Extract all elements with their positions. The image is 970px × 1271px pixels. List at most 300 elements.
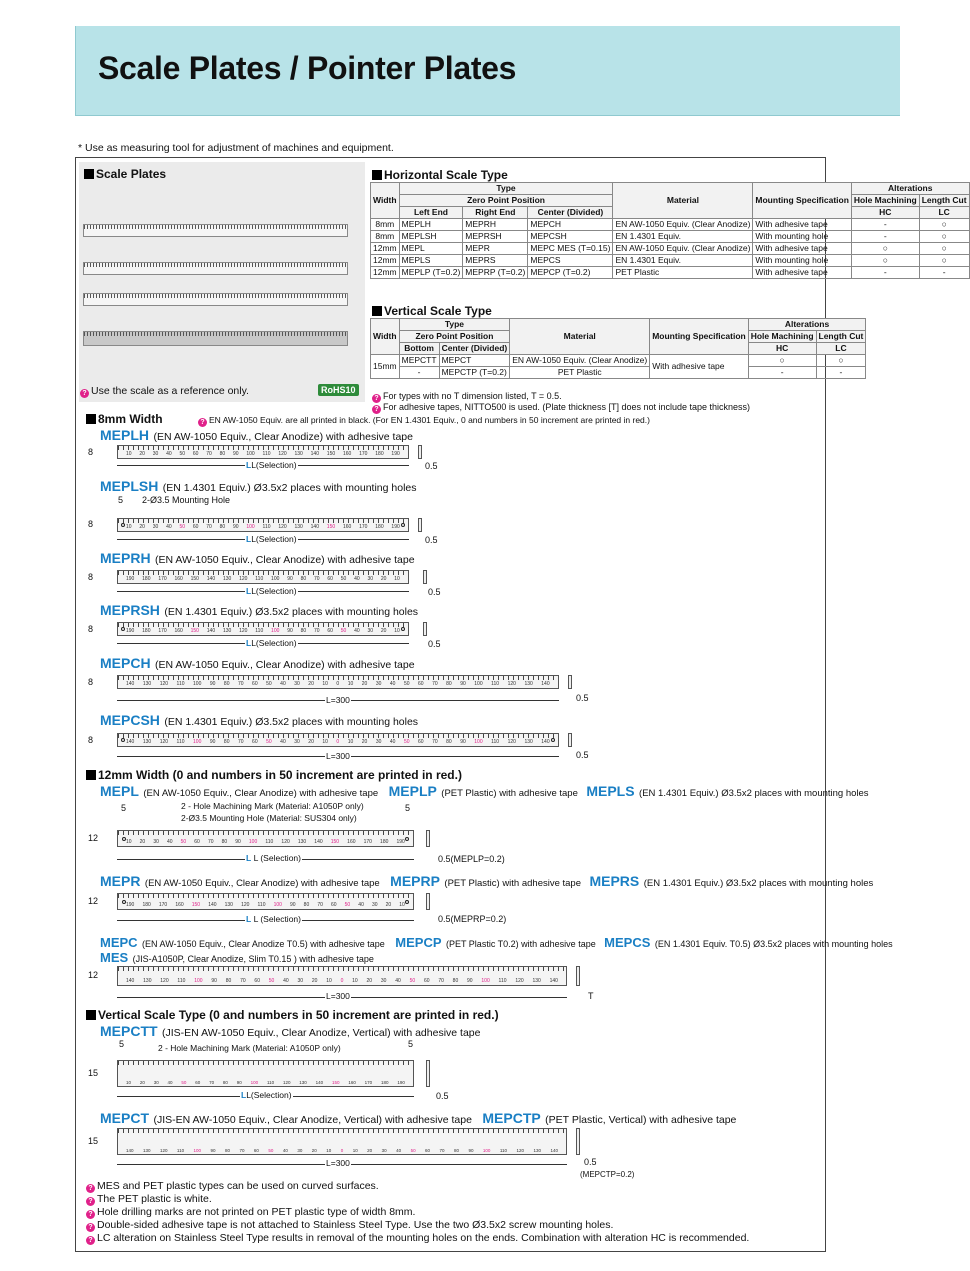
ruler-number: 40 [167, 1080, 173, 1085]
ruler-number: 80 [224, 1148, 230, 1153]
ruler-number: 10 [322, 739, 328, 745]
ruler-mepc [117, 966, 567, 986]
side-view [576, 1128, 580, 1155]
side-view [423, 570, 427, 584]
ruler-number: 40 [358, 902, 364, 908]
ruler-number: 170 [359, 524, 368, 530]
ruler-number: 60 [254, 978, 260, 984]
ruler-number: 50 [268, 1148, 274, 1153]
ruler-number: 10 [126, 839, 132, 845]
ruler-number: 110 [177, 978, 186, 984]
ruler-number: 170 [158, 902, 168, 908]
ruler-number: 40 [280, 739, 286, 745]
ruler-number: 40 [166, 524, 172, 530]
ruler-number: 50 [179, 524, 186, 530]
ruler-number: 130 [142, 739, 152, 745]
page-title: Scale Plates / Pointer Plates [98, 50, 517, 86]
ruler-number: 80 [223, 739, 230, 745]
ruler-number: 120 [159, 1148, 168, 1153]
ruler-number: 30 [153, 1080, 159, 1085]
mep-rsh-heading: MEPRSH (EN 1.4301 Equiv.) Ø3.5x2 places with mounting holes [100, 602, 419, 618]
ruler-number: 50 [266, 681, 272, 687]
ruler-number: 130 [294, 524, 303, 530]
ruler-meprsh [117, 622, 409, 636]
ruler-number: 30 [297, 978, 304, 984]
dim-length: L=300 [326, 695, 350, 705]
ruler-number: 120 [239, 576, 248, 582]
ruler-number: 130 [532, 978, 541, 984]
ruler-mepr [117, 893, 414, 910]
ruler-number: 30 [294, 739, 300, 745]
ruler-number: 10 [394, 576, 400, 582]
ruler-number: 70 [432, 681, 438, 687]
ruler-number: 140 [206, 628, 216, 634]
ruler-number: 180 [142, 902, 151, 908]
ruler-number: 20 [139, 451, 145, 457]
ruler-number: 60 [418, 681, 424, 687]
ruler-number: 130 [143, 978, 152, 984]
ruler-number: 20 [308, 681, 314, 687]
dim-thickness: 0.5(MEPRP=0.2) [438, 914, 507, 924]
mepct-heading: MEPCT (JIS-EN AW-1050 Equiv., Clear Anodize, Vertical) with adhesive tape MEPCTP (PET Plastic, Vertical) with adhesive tape [100, 1110, 737, 1126]
photo-ruler-2 [83, 262, 348, 275]
dim-selection: L L (Selection) [246, 853, 301, 863]
side-view [426, 1060, 430, 1087]
ruler-number: 40 [395, 978, 401, 984]
ruler-number: 90 [233, 451, 239, 457]
ruler-number: 140 [541, 681, 550, 687]
side-view [576, 966, 580, 986]
ruler-number: 90 [468, 1148, 474, 1153]
dim-5: 5 [408, 1039, 414, 1049]
ruler-number: 20 [308, 739, 314, 745]
ruler-number: 30 [371, 902, 378, 908]
ruler-number: 90 [209, 681, 216, 687]
ruler-number: 100 [474, 681, 483, 687]
ruler-number: 140 [126, 978, 135, 984]
dim-length: L=300 [326, 991, 350, 1001]
dim-5: 5 [121, 803, 127, 813]
ruler-number: 20 [380, 576, 387, 582]
ruler-number: 130 [299, 1080, 307, 1085]
ruler-number: 110 [262, 451, 271, 457]
ruler-number: 70 [432, 739, 438, 745]
ruler-number: 70 [439, 1148, 445, 1153]
w12-row3: MEPC (EN AW-1050 Equiv., Clear Anodize T0.5) with adhesive tape MEPCP (PET Plastic T0.2) with adhesive tape MEPCS (EN 1.4301 Equiv. T0.5) Ø3.5x2 places with mounting holes [100, 935, 893, 950]
ruler-number: 100 [273, 902, 282, 908]
photo-ruler-1 [83, 224, 348, 237]
dim-height: 8 [88, 572, 94, 582]
ruler-number: 140 [206, 576, 216, 582]
dim-thickness: 0.5(MEPLP=0.2) [438, 854, 505, 864]
dim-thickness: 0.5 [584, 1157, 597, 1167]
footer-note-1: ? MES and PET plastic types can be used on curved surfaces. [86, 1180, 379, 1193]
ruler-number: 70 [438, 978, 444, 984]
mep-lh-heading: MEPLH (EN AW-1050 Equiv., Clear Anodize) with adhesive tape [100, 427, 413, 443]
ruler-number: 60 [194, 839, 200, 845]
ruler-number: 60 [252, 681, 258, 687]
ruler-number: 10 [322, 681, 328, 687]
ruler-number: 90 [233, 524, 239, 530]
ruler-number: 120 [281, 839, 290, 845]
mep-ch-heading: MEPCH (EN AW-1050 Equiv., Clear Anodize) with adhesive tape [100, 655, 415, 671]
dim-height: 8 [88, 677, 94, 687]
ruler-number: 10 [126, 524, 132, 530]
ruler-number: 180 [142, 628, 151, 634]
ruler-number: 160 [342, 451, 352, 457]
side-view [568, 675, 572, 689]
ruler-number: 190 [126, 628, 135, 634]
ruler-number: 170 [359, 451, 368, 457]
dim-thickness: 0.5 [428, 639, 441, 649]
dim-height: 15 [88, 1068, 99, 1078]
ruler-number: 160 [342, 524, 352, 530]
ruler-number: 90 [287, 628, 293, 634]
ruler-number: 50 [180, 839, 187, 845]
ruler-number: 10 [347, 739, 354, 745]
table-row: 12mm MEPL MEPR MEPC MES (T=0.15) EN AW-1050 Equiv. (Clear Anodize) With adhesive tape ○ ○ [371, 243, 970, 255]
ruler-number: 130 [297, 839, 307, 845]
ruler-number: 30 [375, 681, 382, 687]
footer-note-2: ? The PET plastic is white. [86, 1193, 212, 1206]
ruler-number: 120 [278, 451, 287, 457]
ruler-number: 110 [176, 681, 185, 687]
ruler-number: 20 [380, 628, 387, 634]
ruler-number: 110 [257, 902, 266, 908]
ruler-number: 10 [126, 1080, 132, 1085]
width-8mm-title: 8mm Width [86, 412, 163, 426]
dim-height: 15 [88, 1136, 99, 1146]
ruler-meplh [117, 445, 409, 459]
ruler-number: 80 [446, 681, 452, 687]
ruler-number: 10 [347, 681, 354, 687]
scale-plates-box [79, 162, 365, 402]
ruler-number: 20 [139, 1080, 145, 1085]
ruler-number: 70 [317, 902, 323, 908]
ruler-mepcsh [117, 733, 559, 747]
ruler-number: 170 [364, 1080, 373, 1085]
ruler-number: 20 [311, 1148, 317, 1153]
side-view [418, 518, 422, 532]
ruler-number: 50 [344, 902, 351, 908]
ruler-number: 100 [250, 1080, 259, 1085]
width-12mm-title: 12mm Width (0 and numbers in 50 increment are printed in red.) [86, 768, 462, 782]
ruler-number: 130 [222, 628, 232, 634]
ruler-number: 120 [507, 739, 516, 745]
ruler-number: 140 [541, 739, 550, 745]
ruler-number: 30 [375, 739, 382, 745]
ruler-number: 120 [159, 681, 169, 687]
ruler-number: 90 [287, 576, 293, 582]
ruler-number: 140 [310, 524, 319, 530]
ruler-number: 170 [363, 839, 372, 845]
table-row: 8mm MEPLSH MEPRSH MEPCSH EN 1.4301 Equiv. With mounting hole - ○ [371, 231, 970, 243]
ruler-number: 120 [516, 1148, 525, 1153]
ruler-number: 160 [174, 576, 183, 582]
ruler-number: 100 [482, 1148, 491, 1153]
ruler-number: 170 [158, 576, 167, 582]
dim-thickness: 0.5 [436, 1091, 449, 1101]
ruler-number: 100 [248, 839, 258, 845]
hole-mark-label: 2 - Hole Machining Mark (Material: A1050P only) [158, 1043, 341, 1053]
ruler-number: 190 [396, 839, 405, 845]
horizontal-scale-title: Horizontal Scale Type [372, 168, 508, 182]
ruler-number: 90 [460, 681, 466, 687]
ruler-number: 110 [176, 1148, 185, 1153]
dim-height: 12 [88, 833, 99, 843]
side-view [426, 893, 430, 910]
ruler-number: 180 [381, 1080, 389, 1085]
ruler-number: 140 [314, 839, 323, 845]
t-note: ? For types with no T dimension listed, T = 0.5. [372, 391, 562, 403]
ruler-number: 100 [194, 978, 203, 984]
ruler-number: 120 [159, 739, 169, 745]
ruler-number: 90 [467, 978, 473, 984]
ruler-number: 150 [330, 839, 340, 845]
ruler-number: 120 [239, 628, 248, 634]
ruler-number: 80 [303, 902, 310, 908]
ruler-number: 60 [192, 524, 199, 530]
ruler-number: 190 [397, 1080, 405, 1085]
photo-ruler-4 [83, 331, 348, 346]
ruler-number: 150 [326, 524, 336, 530]
ruler-number: 90 [236, 1080, 242, 1085]
ruler-number: 80 [223, 681, 230, 687]
ruler-number: 10 [326, 1148, 332, 1153]
ruler-number: 30 [381, 1148, 387, 1153]
ruler-mepch [117, 675, 559, 689]
ruler-number: 90 [210, 1148, 216, 1153]
ruler-number: 70 [207, 839, 214, 845]
mounting-hole-label: 2-Ø3.5 Mounting Hole [142, 495, 231, 505]
ruler-number: 30 [153, 839, 159, 845]
scale-plates-title: Scale Plates [84, 167, 166, 181]
ruler-number: 60 [327, 628, 333, 634]
ruler-number: 10 [126, 451, 132, 457]
ruler-number: 160 [174, 628, 183, 634]
mepctt-heading: MEPCTT (JIS-EN AW-1050 Equiv., Clear Anodize, Vertical) with adhesive tape [100, 1023, 481, 1039]
ruler-number: 100 [271, 576, 280, 582]
ruler-number: 70 [240, 978, 246, 984]
dim-height: 8 [88, 735, 94, 745]
ruler-number: 110 [255, 628, 264, 634]
ruler-number: 130 [222, 576, 232, 582]
ruler-number: 20 [385, 902, 392, 908]
ruler-number: 150 [191, 902, 201, 908]
ruler-number: 0 [336, 681, 340, 687]
dim-length: L=300 [326, 1158, 350, 1168]
table-row: 12mm MEPLS MEPRS MEPCS EN 1.4301 Equiv. With mounting hole ○ ○ [371, 255, 970, 267]
ruler-number: 10 [352, 978, 358, 984]
dim-5: 5 [119, 1039, 125, 1049]
ruler-number: 110 [255, 576, 264, 582]
mep-rh-heading: MEPRH (EN AW-1050 Equiv., Clear Anodize) with adhesive tape [100, 550, 415, 566]
ruler-number: 50 [403, 681, 410, 687]
ruler-number: 90 [211, 978, 217, 984]
ruler-number: 140 [126, 681, 135, 687]
dim-thickness-pet: (MEPCTP=0.2) [580, 1170, 635, 1179]
ruler-number: 150 [331, 1080, 340, 1085]
ruler-number: 20 [139, 524, 145, 530]
ruler-number: 110 [176, 739, 185, 745]
dim-height: 12 [88, 970, 99, 980]
ruler-number: 120 [241, 902, 250, 908]
mep-csh-heading: MEPCSH (EN 1.4301 Equiv.) Ø3.5x2 places with mounting holes [100, 712, 419, 728]
side-view [568, 733, 572, 747]
ruler-number: 100 [193, 681, 202, 687]
ruler-number: 60 [253, 1148, 259, 1153]
ruler-number: 120 [515, 978, 524, 984]
mes-heading: MES (JIS-A1050P, Clear Anodize, Slim T0.15 ) with adhesive tape [100, 950, 374, 965]
ruler-number: 80 [453, 1148, 459, 1153]
footer-note-4: ? Double-sided adhesive tape is not attached to Stainless Steel Type. Use the two Ø3.5x2 screw mounting holes. [86, 1219, 613, 1232]
ruler-number: 150 [326, 451, 336, 457]
ruler-number: 140 [310, 451, 319, 457]
ruler-number: 190 [391, 451, 400, 457]
mounting-hole-label: 2-Ø3.5 Mounting Hole (Material: SUS304 only) [181, 813, 357, 823]
ruler-number: 60 [330, 902, 337, 908]
ruler-number: 100 [474, 739, 483, 745]
ruler-number: 120 [282, 1080, 291, 1085]
ruler-number: 50 [340, 576, 347, 582]
tape-note: ? For adhesive tapes, NITTO500 is used. (Plate thickness [T] does not include tape thickness) [372, 402, 750, 414]
ruler-number: 100 [246, 524, 255, 530]
ruler-number: 0 [336, 739, 340, 745]
ruler-number: 140 [549, 978, 558, 984]
ruler-number: 70 [206, 524, 212, 530]
ruler-number: 140 [126, 739, 135, 745]
ruler-number: 90 [460, 739, 466, 745]
dim-selection: LL(Selection) [246, 460, 297, 470]
ruler-number: 180 [375, 451, 384, 457]
ruler-number: 140 [208, 902, 217, 908]
ruler-number: 180 [142, 576, 151, 582]
ruler-number: 10 [394, 628, 400, 634]
ruler-number: 10 [352, 1148, 358, 1153]
ruler-number: 70 [209, 1080, 215, 1085]
vertical-spec-table: Width Type Material Mounting Specification Alterations Zero Point Position Hole Machining Length Cut Bottom Center (Divided) HC LC 15mm MEPCTT MEPCT EN AW-1050 Equiv. (Clear Anodize) With adhesive tape ○ ○ - MEPCTP (T=0.2) PET Plastic - - [370, 318, 866, 379]
ruler-number: 40 [389, 681, 396, 687]
mep-lsh-heading: MEPLSH (EN 1.4301 Equiv.) Ø3.5x2 places with mounting holes [100, 478, 417, 494]
ruler-number: 170 [158, 628, 167, 634]
ruler-number: 160 [348, 1080, 356, 1085]
ruler-number: 80 [452, 978, 459, 984]
ruler-number: 130 [294, 451, 303, 457]
dim-length: L=300 [326, 751, 350, 761]
ruler-number: 30 [297, 1148, 303, 1153]
w12-row2: MEPR (EN AW-1050 Equiv., Clear Anodize) with adhesive tape MEPRP (PET Plastic) with adhesive tape MEPRS (EN 1.4301 Equiv.) Ø3.5x2 places with mounting holes [100, 873, 874, 889]
ruler-number: 60 [195, 1080, 201, 1085]
ruler-number: 40 [166, 451, 172, 457]
vertical-type-title: Vertical Scale Type (0 and numbers in 50 increment are printed in red.) [86, 1008, 499, 1022]
ruler-number: 160 [347, 839, 356, 845]
ruler-number: 110 [498, 978, 507, 984]
ruler-number: 30 [152, 524, 159, 530]
table-row: 8mm MEPLH MEPRH MEPCH EN AW-1050 Equiv. (Clear Anodize) With adhesive tape - ○ [371, 219, 970, 231]
ruler-meplsh [117, 518, 409, 532]
vertical-scale-title: Vertical Scale Type [372, 304, 492, 318]
ruler-number: 60 [423, 978, 430, 984]
ruler-number: 120 [278, 524, 287, 530]
footer-note-5: ? LC alteration on Stainless Steel Type results in removal of the mounting holes on the ends. Combination with alteration HC is recommended. [86, 1232, 749, 1245]
dim-thickness: 0.5 [428, 587, 441, 597]
ruler-mepct [117, 1128, 567, 1155]
ruler-number: 150 [190, 628, 199, 634]
ruler-number: 60 [192, 451, 199, 457]
width-8mm-note: ? EN AW-1050 Equiv. are all printed in black. (For EN 1.4301 Equiv., 0 and numbers in 50 increment are printed in red.) [198, 415, 650, 427]
ruler-number: 50 [179, 451, 186, 457]
dim-thickness: 0.5 [425, 461, 438, 471]
ruler-number: 50 [410, 1148, 416, 1153]
ruler-number: 110 [265, 839, 274, 845]
dim-height: 8 [88, 447, 94, 457]
ruler-number: 70 [239, 1148, 245, 1153]
intro-note: * Use as measuring tool for adjustment of machines and equipment. [78, 142, 394, 154]
ruler-number: 130 [142, 681, 152, 687]
ruler-number: 50 [268, 978, 275, 984]
dim-thickness: 0.5 [576, 750, 589, 760]
ruler-number: 0 [340, 1148, 344, 1153]
dim-height: 8 [88, 624, 94, 634]
ruler-number: 130 [142, 1148, 151, 1153]
ruler-number: 20 [139, 839, 146, 845]
ruler-number: 80 [219, 524, 226, 530]
ruler-number: 190 [126, 576, 135, 582]
ruler-number: 50 [409, 978, 416, 984]
ruler-number: 20 [361, 681, 368, 687]
dim-selection: LL(Selection) [246, 586, 297, 596]
ruler-number: 60 [327, 576, 333, 582]
ruler-number: 190 [126, 902, 135, 908]
side-view [418, 445, 422, 459]
ruler-number: 70 [237, 681, 244, 687]
ruler-number: 30 [152, 451, 159, 457]
ruler-number: 80 [446, 739, 452, 745]
ruler-number: 40 [354, 576, 360, 582]
ruler-number: 80 [222, 1080, 228, 1085]
dim-thickness-t: T [588, 991, 594, 1001]
w12-row1: MEPL (EN AW-1050 Equiv., Clear Anodize) with adhesive tape MEPLP (PET Plastic) with adhesive tape MEPLS (EN 1.4301 Equiv.) Ø3.5x2 places with mounting holes [100, 783, 869, 799]
dim-5: 5 [118, 495, 124, 505]
ruler-number: 40 [396, 1148, 402, 1153]
ruler-number: 110 [262, 524, 271, 530]
ruler-number: 100 [193, 739, 202, 745]
ruler-number: 80 [221, 839, 228, 845]
ruler-number: 120 [507, 681, 516, 687]
hole-mark-label: 2 - Hole Machining Mark (Material: A1050P only) [181, 801, 364, 811]
ruler-number: 60 [252, 739, 258, 745]
ruler-number: 70 [237, 739, 244, 745]
dim-selection: L L (Selection) [246, 914, 301, 924]
ruler-number: 40 [389, 739, 396, 745]
ruler-number: 100 [481, 978, 490, 984]
side-view [423, 622, 427, 636]
ruler-number: 180 [375, 524, 384, 530]
ruler-number: 80 [300, 628, 307, 634]
ruler-number: 30 [294, 681, 300, 687]
ruler-number: 100 [271, 628, 280, 634]
ruler-number: 60 [418, 739, 424, 745]
page-header [75, 26, 900, 116]
rohs-badge: RoHS10 [318, 384, 359, 396]
ruler-number: 30 [380, 978, 387, 984]
ruler-number: 0 [340, 978, 344, 984]
dim-selection: LL(Selection) [246, 534, 297, 544]
ruler-number: 130 [533, 1148, 542, 1153]
dim-thickness: 0.5 [425, 535, 438, 545]
ruler-number: 80 [300, 576, 307, 582]
ruler-number: 30 [367, 576, 374, 582]
